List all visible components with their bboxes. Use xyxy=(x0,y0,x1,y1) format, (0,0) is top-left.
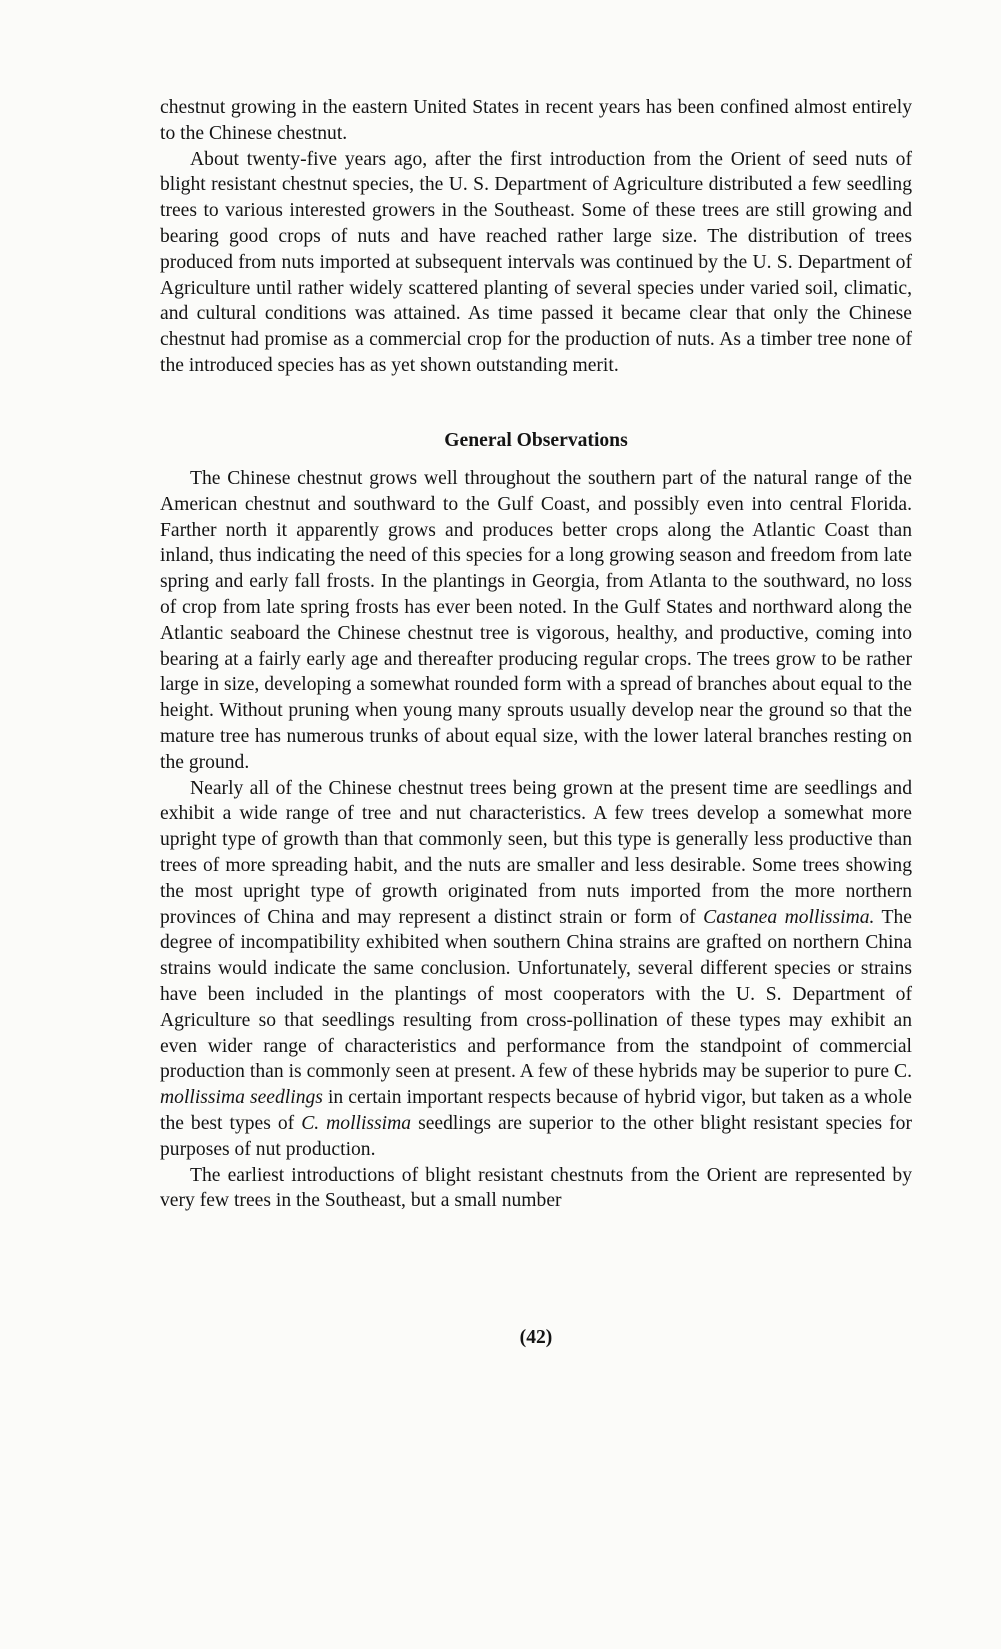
page-number: (42) xyxy=(519,1327,553,1348)
section-heading: General Observations xyxy=(444,430,628,451)
text-run: seedlings are superior to the other blight resistant species for purposes of nut production. xyxy=(160,1112,912,1160)
top-text-block xyxy=(160,95,912,379)
paragraph-earliest-introductions: The earliest introductions of blight resistant chestnuts from the Orient are represented by very few trees in the Southeast, but a small number xyxy=(160,1164,912,1212)
species-name-italic: Castanea mollissima. xyxy=(703,906,875,928)
paragraph-range-and-growth: The Chinese chestnut grows well throughout the southern part of the natural range of the American chestnut and southward to the Gulf Coast, and possibly even into central Florida. Farther north it apparently grows and produces better crops along the Atlantic Coast than inland, thus indicating the need of this species for a long growing season and freedom from late spring and early fall frosts. In the plantings in Georgia, from Atlanta to the southward, no loss of crop from late spring frosts has ever been noted. In the Gulf States and northward along the Atlantic seaboard the Chinese chestnut tree is vigorous, healthy, and productive, coming into bearing at a fairly early age and thereafter producing regular crops. The trees grow to be rather large in size, developing a somewhat rounded form with a spread of branches about equal to the height. Without pruning when young many sprouts usually develop near the ground so that the mature tree has numerous trunks of about equal size, with the lower lateral branches resting on the ground. xyxy=(160,468,912,773)
species-name-italic: mollissima seedlings xyxy=(160,1087,323,1109)
paragraph-introduction-history: About twenty-five years ago, after the first introduction from the Orient of seed nuts of blight resistant chestnut species, the U. S. Department of Agriculture distributed a few seedling trees to various interested growers in the Southeast. Some of these trees are still growing and bearing good crops of nuts and have reached rather large size. The distribution of trees produced from nuts imported at subsequent intervals was continued by the U. S. Department of Agriculture until rather widely scattered planting of several species under varied soil, climatic, and cultural conditions was attained. As time passed it became clear that only the Chinese chestnut had promise as a commercial crop for the production of nuts. As a timber tree none of the introduced species has as yet shown outstanding merit. xyxy=(160,148,912,376)
bottom-text-block xyxy=(160,466,912,1214)
paragraph-continuation: chestnut growing in the eastern United States in recent years has been confined almost entirely to the Chinese chestnut. xyxy=(160,97,912,144)
text-run: Nearly all of the Chinese chestnut trees being grown at the present time are seedlings and exhibit a wide range of tree and nut characteristics. A few trees develop a somewhat more upright type of growth than that commonly seen, but this type is generally less productive than trees of more spreading habit, and the nuts are smaller and less desirable. Some trees showing the most upright type of growth originated from nuts imported from the more northern provinces of China and may represent a distinct strain or form of xyxy=(160,777,912,928)
text-run: in certain important respects because of hybrid vigor, but taken as a whole the best types of xyxy=(160,1087,912,1134)
paragraph-seedlings-variation xyxy=(160,776,912,1163)
text-run: The degree of incompatibility exhibited when southern China strains are grafted on northern China strains would indicate the same conclusion. Unfortunately, several different species or strains have been included in the plantings of most cooperators with the U. S. Department of Agriculture so that seedlings resulting from cross-pollination of these types may exhibit an even wider range of characteristics and performance from the standpoint of commercial production than is commonly seen at present. A few of these hybrids may be superior to pure C. xyxy=(160,906,912,1083)
species-name-italic: C. mollissima xyxy=(301,1112,412,1134)
